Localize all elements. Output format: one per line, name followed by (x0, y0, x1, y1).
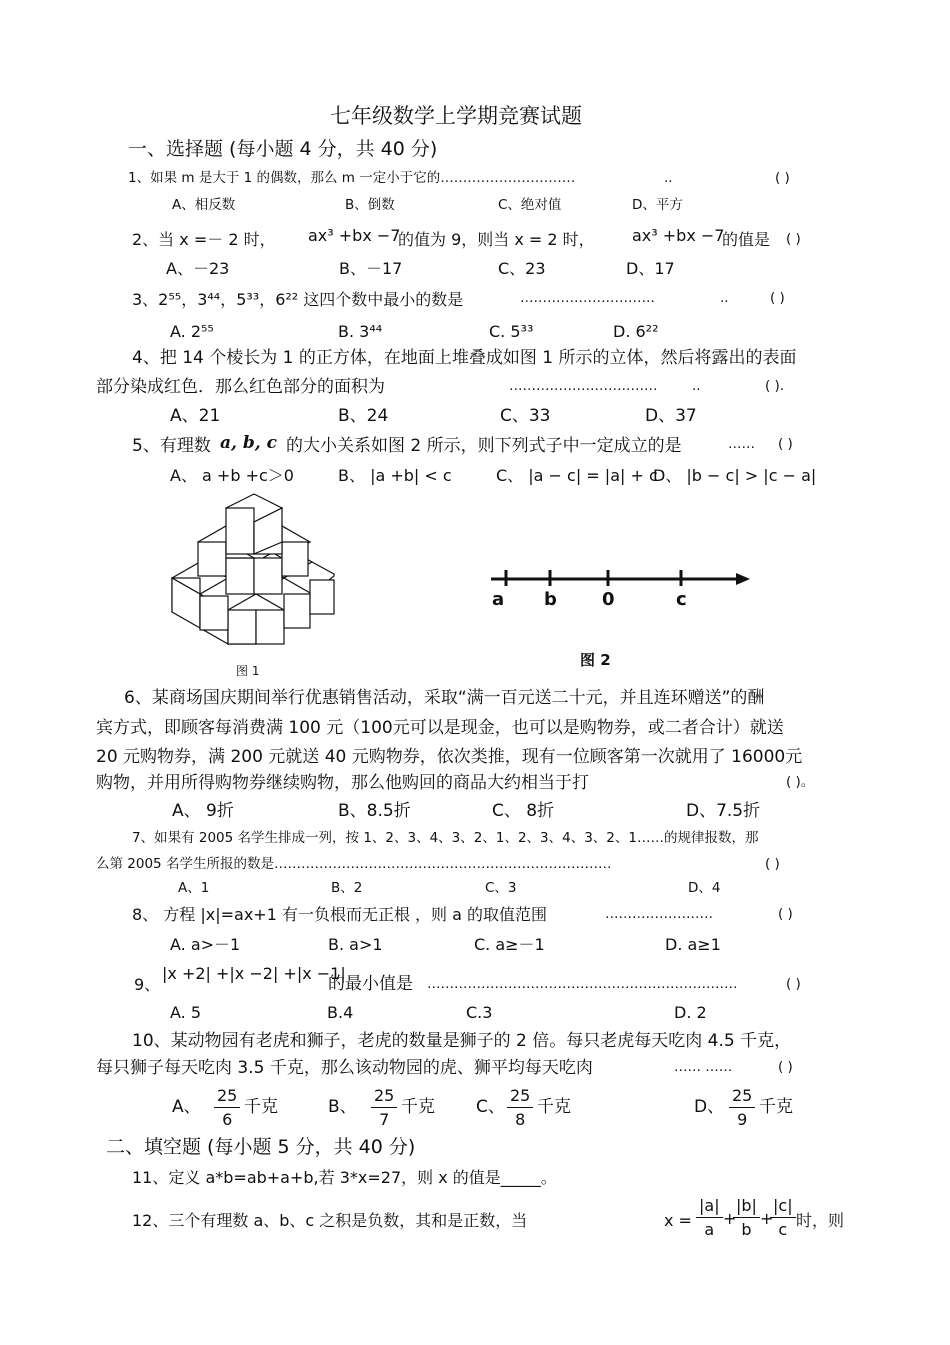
fraction-denominator: 6 (222, 1110, 233, 1129)
plus-sign: + (723, 1209, 737, 1228)
question-5-option-a: A、 a +b +c＞0 (170, 466, 294, 485)
question-8-option-b: B. a>1 (328, 935, 383, 954)
fraction-denominator: 7 (379, 1110, 390, 1129)
number-line-label-c: c (676, 589, 687, 610)
number-line-label-b: b (544, 589, 557, 610)
question-5-variables: a, b, c (220, 433, 277, 453)
question-2-part3: 的值是 (722, 230, 771, 249)
question-10-option-b-fraction (371, 1088, 397, 1128)
question-9-number: 9、 (134, 975, 161, 994)
question-3-option-c: C. 5³³ (489, 322, 534, 341)
question-1-option-b: B、倒数 (345, 197, 395, 213)
fraction-denominator: b (741, 1220, 752, 1239)
question-3-text: 3、2⁵⁵，3⁴⁴，5³³，6²² 这四个数中最小的数是 (132, 290, 464, 309)
question-6-line-2: 宾方式，即顾客每消费满 100 元（100元可以是现金，也可以是购物券，或二者合计）就送 (96, 718, 784, 738)
fraction-denominator: 9 (737, 1110, 748, 1129)
question-2-part1: 2、当 x =－ 2 时， (132, 230, 276, 249)
question-4-option-a: A、21 (170, 406, 221, 426)
fraction-numerator: |b| (736, 1196, 757, 1215)
question-4-line-1: 4、把 14 个棱长为 1 的正方体，在地面上堆叠成如图 1 所示的立体，然后将露出的表面 (132, 348, 797, 368)
question-3-option-a: A. 2⁵⁵ (170, 322, 214, 341)
question-8-text: 8、 方程 |x|=ax+1 有一负根而无正根 ，则 a 的取值范围 (132, 905, 548, 924)
question-4-dots: …………………………… (509, 378, 658, 394)
figure-2-number-line (488, 560, 758, 616)
question-10-line-2: 每只狮子每天吃肉 3.5 千克，那么该动物园的虎、狮平均每天吃肉 (96, 1058, 593, 1078)
question-5-option-d: D、 |b − c| > |c − a| (653, 466, 817, 485)
figure-1-cube-stack (160, 492, 340, 662)
cube-top (226, 494, 282, 554)
question-9-option-b: B.4 (327, 1003, 354, 1022)
question-10-answer-paren: ( ) (778, 1059, 793, 1075)
question-3-answer-paren: ( ) (770, 290, 785, 306)
question-8-option-a: A. a>－1 (170, 935, 241, 954)
question-8-dots: …………………… (605, 906, 713, 922)
figure-2-caption: 图 2 (580, 651, 611, 669)
question-1-dots: .. (664, 170, 673, 186)
fraction-numerator: 25 (732, 1086, 753, 1105)
question-6-line-1: 6、某商场国庆期间举行优惠销售活动，采取“满一百元送二十元，并且连环赠送”的酬 (124, 688, 765, 708)
plus-sign: + (760, 1209, 774, 1228)
question-5-part1: 5、有理数 (132, 436, 211, 456)
question-5-answer-paren: ( ) (778, 436, 793, 452)
question-1-option-c: C、绝对值 (498, 197, 562, 213)
question-10-option-a-label: A、 (172, 1097, 201, 1117)
fraction-denominator: c (778, 1220, 788, 1239)
question-12-tail: 时，则 (796, 1211, 845, 1230)
figure-1-caption: 图 1 (236, 664, 260, 678)
question-10-option-c-fraction (507, 1088, 533, 1128)
question-2-part2: 的值为 9，则当 x = 2 时， (398, 230, 595, 249)
question-2-option-d: D、17 (626, 259, 675, 278)
question-6-option-c: C、 8折 (492, 801, 555, 821)
question-3-dots: ………………………… (520, 290, 655, 306)
question-4-option-b: B、24 (338, 406, 389, 426)
question-8-answer-paren: ( ) (778, 906, 793, 922)
number-line-label-a: a (492, 589, 505, 610)
question-6-answer-paren: ( )。 (786, 774, 815, 790)
question-6-option-d: D、7.5折 (686, 801, 761, 821)
fraction-numerator: 25 (510, 1086, 531, 1105)
question-9-answer-paren: ( ) (786, 976, 801, 992)
question-4-line-2: 部分染成红色．那么红色部分的面积为 (96, 377, 385, 397)
page-title: 七年级数学上学期竞赛试题 (330, 104, 582, 128)
question-1-text: 1、如果 m 是大于 1 的偶数，那么 m 一定小于它的………………………… (128, 170, 576, 186)
question-10-option-b-unit: 千克 (401, 1097, 435, 1117)
question-12-fraction-c (770, 1198, 796, 1238)
question-5-dots: …… (728, 436, 755, 452)
question-4-option-d: D、37 (645, 406, 697, 426)
question-10-dots: …… …… (674, 1059, 733, 1075)
question-1-option-a: A、相反数 (172, 197, 236, 213)
question-10-option-b-label: B、 (328, 1097, 357, 1117)
question-4-option-c: C、33 (500, 406, 551, 426)
question-9-dots: …………………………………………………………… (427, 976, 738, 992)
question-2-expression-2: ax³ +bx −7 (632, 226, 725, 245)
question-7-line-1: 7、如果有 2005 名学生排成一列，按 1、2、3、4、3、2、1、2、3、4、3、2、1……的规律报数，那 (132, 830, 759, 846)
question-4-dots-end: .. (692, 378, 701, 394)
question-7-option-c: C、3 (485, 880, 517, 896)
question-7-answer-paren: ( ) (765, 856, 780, 872)
section-heading-fill-in: 二、填空题 (每小题 5 分，共 40 分) (106, 1136, 416, 1158)
question-1-option-d: D、平方 (632, 197, 683, 213)
question-6-option-b: B、8.5折 (338, 801, 411, 821)
question-10-option-c-unit: 千克 (537, 1097, 571, 1117)
question-6-line-4: 购物，并用所得购物券继续购物，那么他购回的商品大约相当于打 (96, 773, 589, 793)
question-9-option-d: D. 2 (674, 1003, 707, 1022)
question-7-option-a: A、1 (178, 880, 210, 896)
fraction-denominator: 8 (515, 1110, 526, 1129)
fraction-numerator: 25 (374, 1086, 395, 1105)
question-1-answer-paren: ( ) (775, 170, 790, 186)
question-12-x-equals: x = (664, 1211, 692, 1230)
question-4-answer-paren: ( )． (765, 378, 794, 394)
question-2-option-a: A、－23 (166, 259, 230, 278)
question-10-option-d-unit: 千克 (759, 1097, 793, 1117)
fraction-numerator: 25 (217, 1086, 238, 1105)
question-2-option-c: C、23 (498, 259, 546, 278)
question-7-option-b: B、2 (331, 880, 363, 896)
question-10-option-a-unit: 千克 (244, 1097, 278, 1117)
fraction-numerator: |c| (773, 1196, 793, 1215)
question-2-option-b: B、－17 (339, 259, 403, 278)
question-10-option-a-fraction (214, 1088, 240, 1128)
question-2-expression-1: ax³ +bx −7 (308, 226, 401, 245)
question-12-text: 12、三个有理数 a、b、c 之积是负数，其和是正数，当 (132, 1211, 528, 1230)
question-7-line-2: 么第 2005 名学生所报的数是………………………………………………………………… (96, 856, 612, 872)
question-9-expression: |x +2| +|x −2| +|x −1| (162, 964, 346, 983)
question-7-option-d: D、4 (688, 880, 721, 896)
question-12-fraction-a (696, 1198, 723, 1238)
number-line-label-zero: 0 (602, 589, 615, 610)
fraction-numerator: |a| (699, 1196, 720, 1215)
question-9-option-c: C.3 (466, 1003, 493, 1022)
question-6-option-a: A、 9折 (172, 801, 234, 821)
question-12-fraction-b (733, 1198, 760, 1238)
question-3-option-b: B. 3⁴⁴ (338, 322, 383, 341)
question-10-option-d-fraction (729, 1088, 755, 1128)
question-9-text: 的最小值是 (328, 974, 413, 994)
fraction-denominator: a (704, 1220, 715, 1239)
question-10-option-d-label: D、 (694, 1097, 725, 1117)
question-8-option-c: C. a≥－1 (474, 935, 545, 954)
question-11-text: 11、定义 a*b=ab+a+b,若 3*x=27，则 x 的值是_____。 (132, 1168, 557, 1187)
question-10-line-1: 10、某动物园有老虎和狮子，老虎的数量是狮子的 2 倍。每只老虎每天吃肉 4.5 千克， (132, 1031, 792, 1051)
question-6-line-3: 20 元购物券，满 200 元就送 40 元购物券，依次类推，现有一位顾客第一次就用了 16000元 (96, 747, 803, 767)
section-heading-choice: 一、选择题 (每小题 4 分，共 40 分) (128, 138, 438, 160)
question-3-dots-end: .. (720, 290, 729, 306)
question-9-option-a: A. 5 (170, 1003, 202, 1022)
question-2-answer-paren: ( ) (786, 231, 801, 247)
question-5-option-c: C、 |a − c| = |a| + c (496, 466, 658, 485)
question-10-option-c-label: C、 (476, 1097, 505, 1117)
question-5-option-b: B、 |a +b| < c (338, 466, 452, 485)
question-8-option-d: D. a≥1 (665, 935, 721, 954)
question-3-option-d: D. 6²² (613, 322, 659, 341)
question-5-part2: 的大小关系如图 2 所示，则下列式子中一定成立的是 (286, 436, 682, 456)
